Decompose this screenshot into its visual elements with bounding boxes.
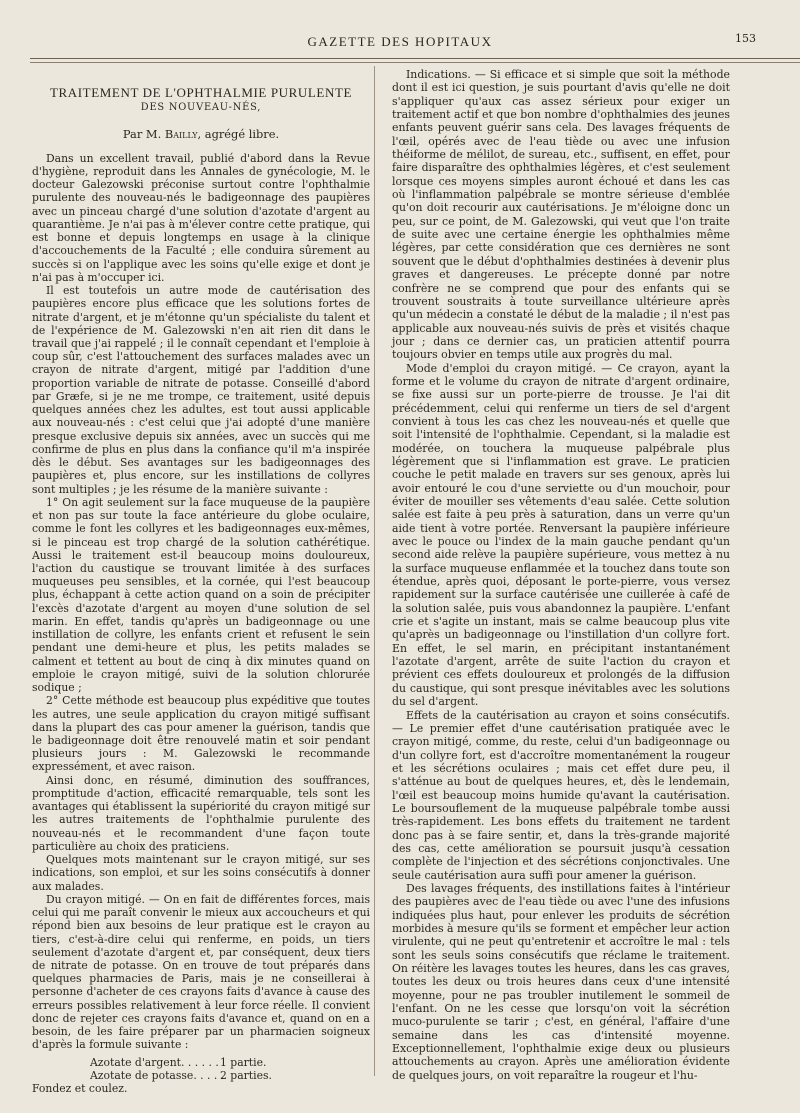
formula-block <box>32 1056 370 1096</box>
formula-instruction: Fondez et coulez. <box>32 1082 128 1096</box>
paragraph: Des lavages fréquents, des instillations faites à l'intérieur des paupières avec de l'eau tiède ou avec l'une des infusions indiquées plus haut, pour enlever les produits de sécrétion morbides à mesure qu'ils se forment et empêcher leur action virulente, qui ne peut qu'entretenir et accroître le mal : tels sont les seuls soins consécutifs que réclame le traitement. On réitère les lavages toutes les heures, dans les cas graves, toutes les deux ou trois heures dans ceux d'une intensité moyenne, pour ne pas troubler inutilement le sommeil de l'enfant. On ne les cesse que lorsqu'on voit la sécrétion muco-purulente se tarir ; c'est, en général, l'affaire d'une semaine dans les cas d'intensité moyenne. Exceptionnellement, l'ophthalmie exige deux ou plusieurs attouchements au crayon. Après une amélioration évidente de quelques jours, on voit reparaître la rougeur et l'hu- <box>392 881 730 1082</box>
formula-row <box>32 1069 370 1082</box>
paragraph: Il est toutefois un autre mode de cautérisation des paupières encore plus efficace que les solutions fortes de nitrate d'argent, et je m'étonne qu'un spécialiste du talent et de l'expérience de M. Galezowski n'en ait rien dit dans le travail que j'ai rappelé ; il le connaît cependant et l'emploie à coup sûr, c'est l'attouchement des surfaces malades avec un crayon de nitrate d'argent, mitigé par l'addition d'une proportion variable de nitrate de potasse. Conseillé d'abord par Græfe, si je ne me trompe, ce traitement, usité depuis quelques années chez les adultes, est tout aussi applicable aux nouveau-nés : c'est celui que j'ai adopté d'une manière presque exclusive depuis six années, avec un succès qui me confirme de plus en plus dans la confiance qu'il m'a inspirée dès le début. Ses avantages sur les badigeonnages des paupières et, plus encore, sur les instillations de collyres sont multiples ; je les résume de la manière suivante : <box>32 284 370 496</box>
journal-masthead <box>0 34 800 50</box>
author-prefix: Par M. <box>122 127 162 142</box>
journal-title: GAZETTE DES HOPITAUX <box>307 34 493 49</box>
paragraph: 1° On agit seulement sur la face muqueuse de la paupière et non pas sur toute la face antérieure du globe oculaire, comme le font les collyres et les badigeonnages eux-mêmes, si le pinceau est trop chargé de la solution cathérétique. Aussi le traitement est-il beaucoup moins douloureux, l'action du caustique se trouvant limitée à des surfaces muqueuses peu sensibles, et la cornée, qui l'est beaucoup plus, échappant à cette action quand on a soin de précipiter l'excès d'azotate d'argent au moyen d'une solution de sel marin. En effet, tandis qu'après un badigeonnage ou une instillation de collyre, les enfants crient et refusent le sein pendant une demi-heure et plus, les petits malades se calment et tettent au bout de cinq à dix minutes quand on emploie le crayon mitigé, suivi de la solution chlorurée sodique ; <box>32 495 370 695</box>
article-author <box>32 128 370 141</box>
article-title: TRAITEMENT DE L'OPHTHALMIE PURULENTE <box>49 85 353 100</box>
page-header <box>0 34 800 56</box>
paragraph: Du crayon mitigé. — On en fait de différentes forces, mais celui qui me paraît convenir le mieux aux accoucheurs et qui répond bien aux besoins de leur pratique est le crayon au tiers, c'est-à-dire celui qui renferme, en poids, un tiers seulement d'azotate d'argent et, par conséquent, deux tiers de nitrate de potasse. On en trouve de tout préparés dans quelques pharmacies de Paris, mais je ne conseillerai à personne d'acheter de ces crayons faits d'avance à cause des erreurs possibles relativement à leur force réelle. Il convient donc de rejeter ces crayons faits d'avance et, quand on en a besoin, de les faire préparer par un pharmacien soigneux d'après la formule suivante : <box>32 892 370 1052</box>
author-suffix: , agrégé libre. <box>197 127 280 142</box>
formula-ingredient: Azotate de potasse. . . . . <box>90 1068 225 1082</box>
paragraph: 2° Cette méthode est beaucoup plus expéditive que toutes les autres, une seule application du crayon mitigé suffisant dans la plupart des cas pour amener la guérison, tandis que le badigeonnage doit être renouvelé matin et soir pendant plusieurs jours : M. Galezowski le recommande expressément, et avec raison. <box>32 694 370 774</box>
header-rule-secondary <box>30 62 800 63</box>
formula-quantity: 2 parties. <box>220 1068 272 1082</box>
article-subtitle: DES NOUVEAU-NÉS, <box>140 102 262 114</box>
header-rule <box>30 58 800 59</box>
paragraph: Mode d'emploi du crayon mitigé. — Ce crayon, ayant la forme et le volume du crayon de nitrate d'argent ordinaire, se fixe aussi sur un porte-pierre de trousse. Je l'ai dit précédemment, celui qui renferme un tiers de sel d'argent convient à tous les cas chez les nouveau-nés et quelle que soit l'intensité de l'ophthalmie. Cependant, si la maladie est modérée, on touchera la muqueuse palpébrale plus légèrement que si l'inflammation est grave. Le praticien couche le petit malade en travers sur ses genoux, après lui avoir entouré le cou d'une serviette ou d'un mouchoir, pour éviter de mouiller ses vêtements d'eau salée. Cette solution salée est faite à peu près à saturation, dans un verre qu'un aide tient à votre portée. Renversant la paupière inférieure avec le pouce ou l'index de la main gauche pendant qu'un second aide relève la paupière supérieure, vous mettez à nu la surface muqueuse enflammée et la touchez dans toute son étendue, après quoi, déposant le porte-pierre, vous versez rapidement sur la surface cautérisée une cuillerée à café de la solution salée, puis vous abandonnez la paupière. L'enfant crie et s'agite un instant, mais se calme beaucoup plus vite qu'après un badigeonnage ou l'instillation d'un collyre fort. En effet, le sel marin, en précipitant instantanément l'azotate d'argent, arrête de suite l'action du crayon et prévient ces effets douloureux et prolongés de la diffusion du caustique, qui sont presque inévitables avec les solutions du sel d'argent. <box>392 361 730 709</box>
formula-row <box>32 1056 370 1069</box>
paragraph: Quelques mots maintenant sur le crayon mitigé, sur ses indications, son emploi, et sur les soins consécutifs à donner aux malades. <box>32 853 370 893</box>
paragraph: Effets de la cautérisation au crayon et soins consécutifs. — Le premier effet d'une cautérisation pratiquée avec le crayon mitigé, comme, du reste, celui d'un badigeonnage ou d'un collyre fort, est d'accroître momentanément la rougeur et les sécrétions oculaires ; mais cet effet dure peu, il s'atténue au bout de quelques heures, et, dès le lendemain, l'œil est beaucoup moins humide qu'avant la cautérisation. Le boursouflement de la muqueuse palpébrale tombe aussi très-rapidement. Les bons effets du traitement ne tardent donc pas à se faire sentir, et, dans la très-grande majorité des cas, cette amélioration se poursuit jusqu'à cessation complète de l'injection et des sécrétions conjonctivales. Une seule cautérisation aura suffi pour amener la guérison. <box>392 708 730 882</box>
paragraph: Ainsi donc, en résumé, diminution des souffrances, promptitude d'action, efficacité remarquable, tels sont les avantages qui établissent la supériorité du crayon mitigé sur les autres traitements de l'ophthalmie purulente des nouveau-nés et le recommandent d'une façon toute particulière au choix des praticiens. <box>32 773 370 853</box>
left-column <box>32 68 370 1095</box>
author-name: Bailly <box>164 127 198 142</box>
paragraph: Indications. — Si efficace et si simple que soit la méthode dont il est ici question, je suis pourtant d'avis qu'elle ne doit s'appliquer qu'aux cas assez sérieux pour exiger un traitement actif et que bon nombre d'ophthalmies des jeunes enfants peuvent guérir sans cela. Des lavages fréquents de l'œil, opérés avec de l'eau tiède ou avec une infusion théiforme de mélilot, de sureau, etc., suffisent, en effet, pour faire disparaître des ophthalmies légères, et c'est seulement lorsque ces moyens simples auront échoué et dans les cas où l'inflammation palpébrale se montre sérieuse d'emblée qu'on doit recourir aux cautérisations. Je m'éloigne donc un peu, sur ce point, de M. Galezowski, qui veut que l'on traite de suite avec une certaine énergie les ophthalmies même légères, par cette considération que ces dernières ne sont souvent que le début d'ophthalmies destinées à devenir plus graves et dangereuses. Le précepte donné par notre confrère ne se comprend que pour des enfants qui se trouvent soustraits à toute surveillance ultérieure après qu'un médecin a constaté le début de la maladie ; il n'est pas applicable aux nouveau-nés suivis de près et visités chaque jour ; dans ce dernier cas, un praticien attentif pourra toujours obvier en temps utile aux progrès du mal. <box>392 68 730 362</box>
formula-ingredient: Azotate d'argent. . . . . . <box>90 1055 219 1069</box>
page-number: 153 <box>735 32 756 45</box>
column-divider <box>374 66 375 1076</box>
paragraph: Dans un excellent travail, publié d'abord dans la Revue d'hygiène, reproduit dans les Annales de gynécologie, M. le docteur Galezowski préconise surtout contre l'ophthalmie purulente des nouveau-nés le badigeonnage des paupières avec un pinceau chargé d'une solution d'azotate d'argent au quarantième. Je n'ai pas à m'élever contre cette pratique, qui est bonne et depuis longtemps en usage à la clinique d'accouchements de la Faculté ; elle conduira sûrement au succès si on l'applique avec les soins qu'elle exige et dont je n'ai pas à m'occuper ici. <box>32 151 370 284</box>
right-column <box>392 68 730 1082</box>
formula-quantity: 1 partie. <box>220 1055 267 1069</box>
